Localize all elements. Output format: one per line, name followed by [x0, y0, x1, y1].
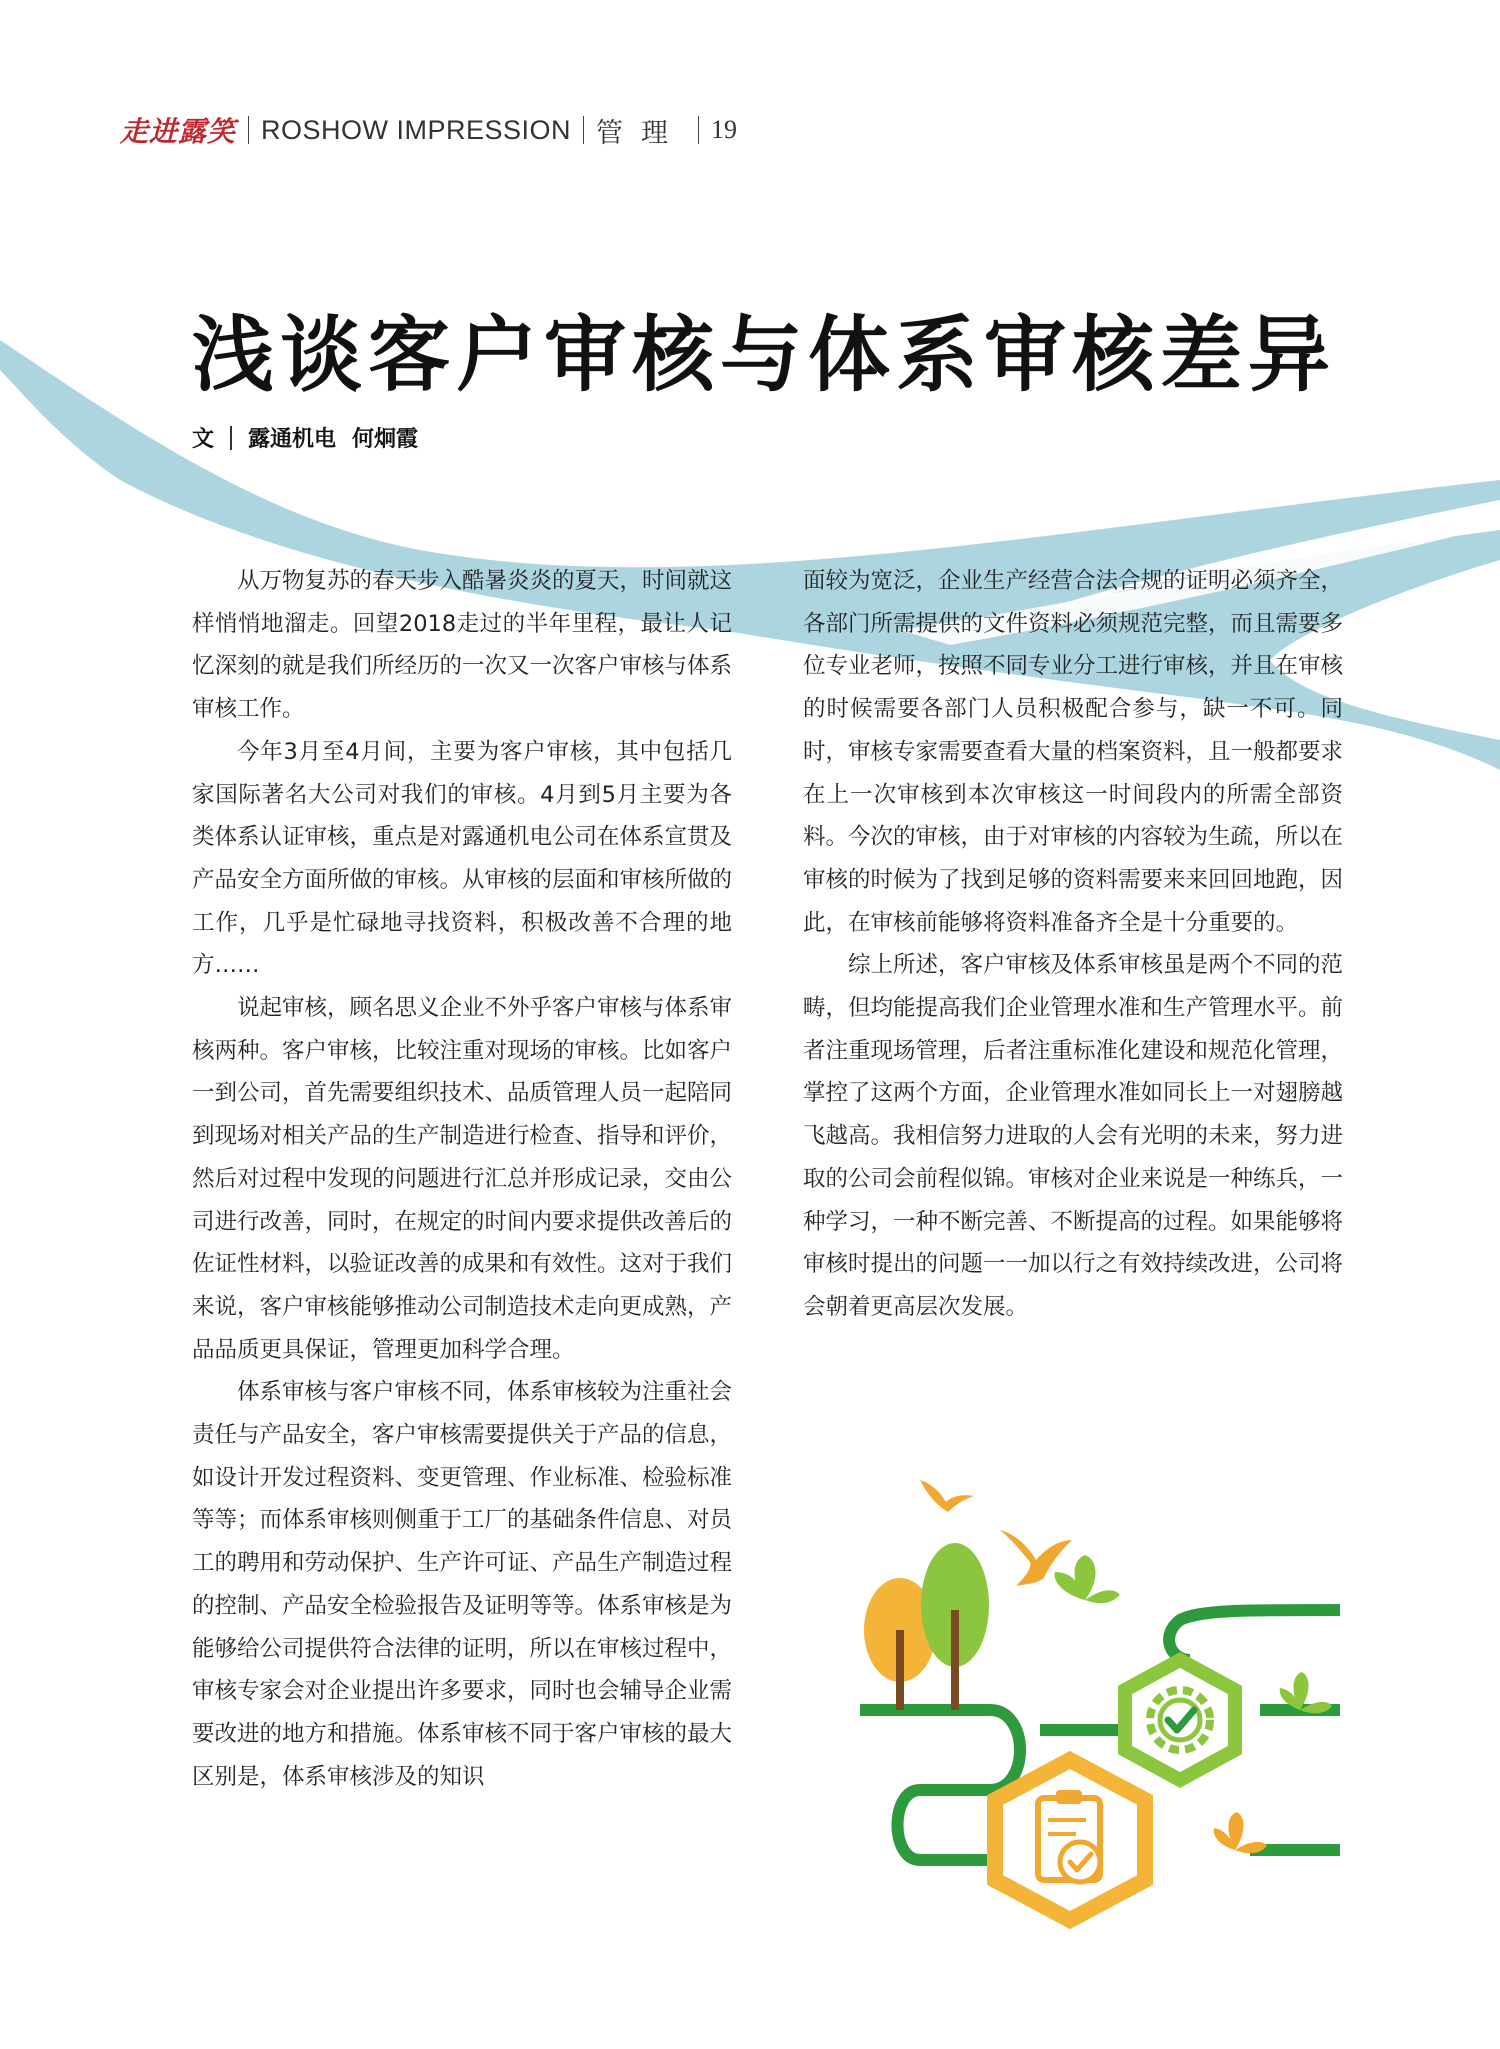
byline-label: 文 — [192, 427, 215, 452]
tree-icon — [921, 1543, 989, 1710]
byline — [192, 422, 418, 453]
header-divider — [698, 116, 699, 144]
right-column — [803, 560, 1343, 1329]
header-divider — [583, 116, 584, 144]
magazine-name: ROSHOW IMPRESSION — [261, 114, 572, 145]
paragraph-continued: 面较为宽泛，企业生产经营合法合规的证明必须齐全，各部门所需提供的文件资料必须规范完整，而且需要多位专业老师，按照不同专业分工进行审核，并且在审核的时候需要各部门人员积极配合参与，缺一不可。同时，审核专家需要查看大量的档案资料，且一般都要求在上一次审核到本次审核这一时间段内的所需全部资料。今次的审核，由于对审核的内容较为生疏，所以在审核的时候为了找到足够的资料需要来来回回地跑，因此，在审核前能够将资料准备齐全是十分重要的。 — [803, 568, 1344, 936]
running-header — [120, 110, 737, 150]
paragraph: 体系审核与客户审核不同，体系审核较为注重社会责任与产品安全，客户审核需要提供关于产品的信息，如设计开发过程资料、变更管理、作业标准、检验标准等等；而体系审核则侧重于工厂的基础条件信息、对员工的聘用和劳动保护、生产许可证、产品生产制造过程的控制、产品安全检验报告及证明等等。体系审核是为能够给公司提供符合法律的证明，所以在审核过程中，审核专家会对企业提出许多要求，同时也会辅导企业需要改进的地方和措施。体系审核不同于客户审核的最大区别是，体系审核涉及的知识 — [192, 1379, 733, 1790]
paragraph: 从万物复苏的春天步入酷暑炎炎的夏天，时间就这样悄悄地溜走。回望2018走过的半年里程，最让人记忆深刻的就是我们所经历的一次又一次客户审核与体系审核工作。 — [192, 568, 733, 723]
paragraph: 今年3月至4月间，主要为客户审核，其中包括几家国际著名大公司对我们的审核。4月到5月主要为各类体系认证审核，重点是对露通机电公司在体系宣贯及产品安全方面所做的审核。从审核的层面和审核所做的工作，几乎是忙碌地寻找资料，积极改善不合理的地方…… — [192, 738, 733, 979]
audit-illustration — [840, 1460, 1360, 1940]
bird-icon — [920, 1480, 974, 1512]
magazine-logo: 走进露笑 — [120, 115, 237, 148]
clipboard-check-icon — [995, 1760, 1145, 1920]
page-number: 19 — [711, 115, 738, 144]
byline-company: 露通机电 — [248, 427, 337, 452]
paragraph: 综上所述，客户审核及体系审核虽是两个不同的范畴，但均能提高我们企业管理水准和生产管理水平。前者注重现场管理，后者注重标准化建设和规范化管理，掌控了这两个方面，企业管理水准如同长上一对翅膀越飞越高。我相信努力进取的人会有光明的未来，努力进取的公司会前程似锦。审核对企业来说是一种练兵，一种学习，一种不断完善、不断提高的过程。如果能够将审核时提出的问题一一加以行之有效持续改进，公司将会朝着更高层次发展。 — [803, 952, 1344, 1320]
paragraph: 说起审核，顾名思义企业不外乎客户审核与体系审核两种。客户审核，比较注重对现场的审核。比如客户一到公司，首先需要组织技术、品质管理人员一起陪同到现场对相关产品的生产制造进行检查、指导和评价，然后对过程中发现的问题进行汇总并形成记录，交由公司进行改善，同时，在规定的时间内要求提供改善后的佐证性材料，以验证改善的成果和有效性。这对于我们来说，客户审核能够推动公司制造技术走向更成熟，产品品质更具保证，管理更加科学合理。 — [192, 995, 733, 1363]
byline-author: 何炯霞 — [352, 427, 419, 452]
gear-check-icon — [1125, 1660, 1235, 1780]
left-column — [192, 560, 732, 1798]
leaf-icon — [1055, 1555, 1120, 1603]
byline-divider — [230, 426, 232, 450]
article-title: 浅谈客户审核与体系审核差异 — [192, 308, 1337, 403]
header-divider — [248, 116, 249, 144]
green-path-line — [1250, 1710, 1340, 1850]
leaf-icon — [1214, 1812, 1267, 1853]
section-name: 管理 — [596, 117, 687, 149]
